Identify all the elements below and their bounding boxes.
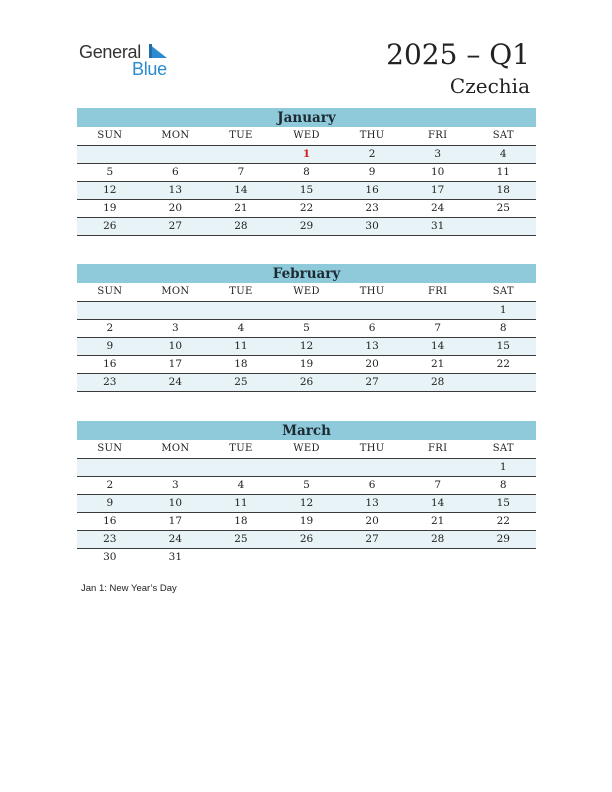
weekday-label: MON <box>161 443 190 454</box>
week-row <box>77 320 536 338</box>
day-cell: 21 <box>234 202 248 214</box>
month-calendar-february <box>77 264 536 392</box>
generalblue-logo <box>79 40 179 80</box>
day-cell: 4 <box>499 148 507 160</box>
day-cell: 23 <box>103 533 117 545</box>
day-cell: 1 <box>499 304 507 316</box>
day-cell: 19 <box>103 202 117 214</box>
day-cell: 7 <box>434 479 442 491</box>
day-cell: 13 <box>168 184 183 196</box>
day-cell: 31 <box>168 551 183 563</box>
empty-day-cell <box>339 549 405 566</box>
empty-day-cell <box>208 459 274 476</box>
week-row <box>77 146 536 164</box>
day-cell: 17 <box>168 358 183 370</box>
day-cell: 6 <box>368 479 376 491</box>
empty-day-cell <box>274 549 340 566</box>
day-cell: 1 <box>499 461 507 473</box>
day-cell: 19 <box>299 358 314 370</box>
day-cell: 26 <box>299 376 314 388</box>
day-cell: 28 <box>430 376 445 388</box>
day-cell: 27 <box>365 376 379 388</box>
empty-day-cell <box>274 459 340 476</box>
day-cell: 30 <box>103 551 117 563</box>
week-row <box>77 218 536 236</box>
day-cell: 8 <box>303 166 310 178</box>
day-cell: 17 <box>168 515 183 527</box>
day-cell: 11 <box>234 497 248 509</box>
day-cell: 6 <box>368 322 376 334</box>
empty-day-cell <box>143 302 209 319</box>
weekday-label: FRI <box>428 286 448 297</box>
day-cell: 17 <box>430 184 445 196</box>
day-cell: 10 <box>168 497 183 509</box>
day-cell: 24 <box>430 202 445 214</box>
week-row <box>77 531 536 549</box>
day-cell: 5 <box>303 479 310 491</box>
day-cell: 18 <box>234 515 248 527</box>
day-cell: 24 <box>168 376 183 388</box>
day-cell: 15 <box>299 184 314 196</box>
weekday-header-row <box>77 440 536 459</box>
weekday-label: TUE <box>229 130 253 141</box>
day-cell: 29 <box>496 533 510 545</box>
day-cell: 9 <box>106 497 114 509</box>
week-row <box>77 459 536 477</box>
day-cell: 22 <box>496 358 510 370</box>
day-cell: 30 <box>365 220 379 232</box>
day-cell: 23 <box>103 376 117 388</box>
logo-flag-icon <box>149 44 169 60</box>
weekday-label: WED <box>293 443 320 454</box>
day-cell: 2 <box>106 322 114 334</box>
day-cell: 7 <box>434 322 442 334</box>
weekday-label: SUN <box>97 286 123 297</box>
weekday-label: THU <box>359 286 385 297</box>
week-row <box>77 477 536 495</box>
empty-day-cell <box>339 459 405 476</box>
day-cell: 16 <box>365 184 379 196</box>
weekday-header-row <box>77 283 536 302</box>
day-cell: 20 <box>168 202 183 214</box>
weekday-label: WED <box>293 130 320 141</box>
day-cell: 5 <box>303 322 310 334</box>
day-cell: 26 <box>103 220 117 232</box>
day-cell: 18 <box>234 358 248 370</box>
day-cell: 25 <box>234 533 248 545</box>
day-cell: 3 <box>172 479 179 491</box>
month-name: January <box>77 108 536 127</box>
weekday-label: SUN <box>97 443 123 454</box>
week-row <box>77 338 536 356</box>
empty-day-cell <box>77 146 143 163</box>
day-cell: 28 <box>430 533 445 545</box>
day-cell: 27 <box>168 220 183 232</box>
weekday-label: SUN <box>97 130 123 141</box>
day-cell: 1 <box>302 148 311 160</box>
day-cell: 21 <box>430 358 445 370</box>
day-cell: 5 <box>106 166 114 178</box>
holiday-note: Jan 1: New Year’s Day <box>81 583 177 594</box>
day-cell: 10 <box>430 166 445 178</box>
day-cell: 24 <box>168 533 183 545</box>
empty-day-cell <box>274 302 340 319</box>
day-cell: 22 <box>299 202 314 214</box>
day-cell: 18 <box>496 184 510 196</box>
day-cell: 2 <box>368 148 376 160</box>
empty-day-cell <box>143 146 209 163</box>
week-row <box>77 513 536 531</box>
week-row <box>77 374 536 392</box>
weekday-header-row <box>77 127 536 146</box>
month-calendar-january <box>77 108 536 236</box>
day-cell: 8 <box>499 322 507 334</box>
day-cell: 31 <box>430 220 445 232</box>
week-row <box>77 182 536 200</box>
day-cell: 10 <box>168 340 183 352</box>
day-cell: 22 <box>496 515 510 527</box>
weekday-label: THU <box>359 130 385 141</box>
weekday-label: SAT <box>492 130 514 141</box>
empty-day-cell <box>470 374 536 391</box>
empty-day-cell <box>208 549 274 566</box>
day-cell: 25 <box>496 202 510 214</box>
empty-day-cell <box>208 146 274 163</box>
week-row <box>77 356 536 374</box>
weekday-label: FRI <box>428 130 448 141</box>
day-cell: 25 <box>234 376 248 388</box>
page-title: 2025 – Q1 <box>386 38 530 71</box>
day-cell: 15 <box>496 340 510 352</box>
month-name: February <box>77 264 536 283</box>
weekday-label: FRI <box>428 443 448 454</box>
weekday-label: WED <box>293 286 320 297</box>
day-cell: 6 <box>172 166 179 178</box>
day-cell: 20 <box>365 515 379 527</box>
holiday-notes <box>81 583 177 594</box>
empty-day-cell <box>143 459 209 476</box>
weekday-label: THU <box>359 443 385 454</box>
day-cell: 2 <box>106 479 114 491</box>
day-cell: 11 <box>496 166 510 178</box>
day-cell: 3 <box>172 322 179 334</box>
day-cell: 14 <box>234 184 248 196</box>
day-cell: 16 <box>103 358 117 370</box>
country-name: Czechia <box>449 74 530 98</box>
empty-day-cell <box>77 459 143 476</box>
day-cell: 19 <box>299 515 314 527</box>
day-cell: 12 <box>299 340 314 352</box>
week-row <box>77 200 536 218</box>
day-cell: 9 <box>106 340 114 352</box>
empty-day-cell <box>208 302 274 319</box>
week-row <box>77 549 536 566</box>
day-cell: 15 <box>496 497 510 509</box>
empty-day-cell <box>470 549 536 566</box>
week-row <box>77 164 536 182</box>
day-cell: 9 <box>368 166 376 178</box>
month-calendar-march <box>77 421 536 566</box>
empty-day-cell <box>339 302 405 319</box>
empty-day-cell <box>470 218 536 235</box>
day-cell: 4 <box>237 479 245 491</box>
day-cell: 14 <box>430 340 445 352</box>
empty-day-cell <box>405 549 471 566</box>
day-cell: 12 <box>103 184 117 196</box>
day-cell: 26 <box>299 533 314 545</box>
day-cell: 4 <box>237 322 245 334</box>
weekday-label: TUE <box>229 443 253 454</box>
weekday-label: MON <box>161 286 190 297</box>
day-cell: 8 <box>499 479 507 491</box>
day-cell: 12 <box>299 497 314 509</box>
weekday-label: SAT <box>492 443 514 454</box>
day-cell: 21 <box>430 515 445 527</box>
day-cell: 11 <box>234 340 248 352</box>
empty-day-cell <box>405 459 471 476</box>
week-row <box>77 302 536 320</box>
day-cell: 13 <box>365 497 379 509</box>
day-cell: 29 <box>299 220 314 232</box>
day-cell: 3 <box>434 148 442 160</box>
day-cell: 20 <box>365 358 379 370</box>
weekday-label: MON <box>161 130 190 141</box>
day-cell: 7 <box>237 166 245 178</box>
empty-day-cell <box>77 302 143 319</box>
month-name: March <box>77 421 536 440</box>
day-cell: 16 <box>103 515 117 527</box>
week-row <box>77 495 536 513</box>
empty-day-cell <box>405 302 471 319</box>
day-cell: 13 <box>365 340 379 352</box>
logo-word-blue: Blue <box>132 59 167 79</box>
weekday-label: SAT <box>492 286 514 297</box>
day-cell: 23 <box>365 202 379 214</box>
day-cell: 27 <box>365 533 379 545</box>
day-cell: 28 <box>234 220 248 232</box>
logo-word-general: General <box>79 42 141 62</box>
weekday-label: TUE <box>229 286 253 297</box>
day-cell: 14 <box>430 497 445 509</box>
